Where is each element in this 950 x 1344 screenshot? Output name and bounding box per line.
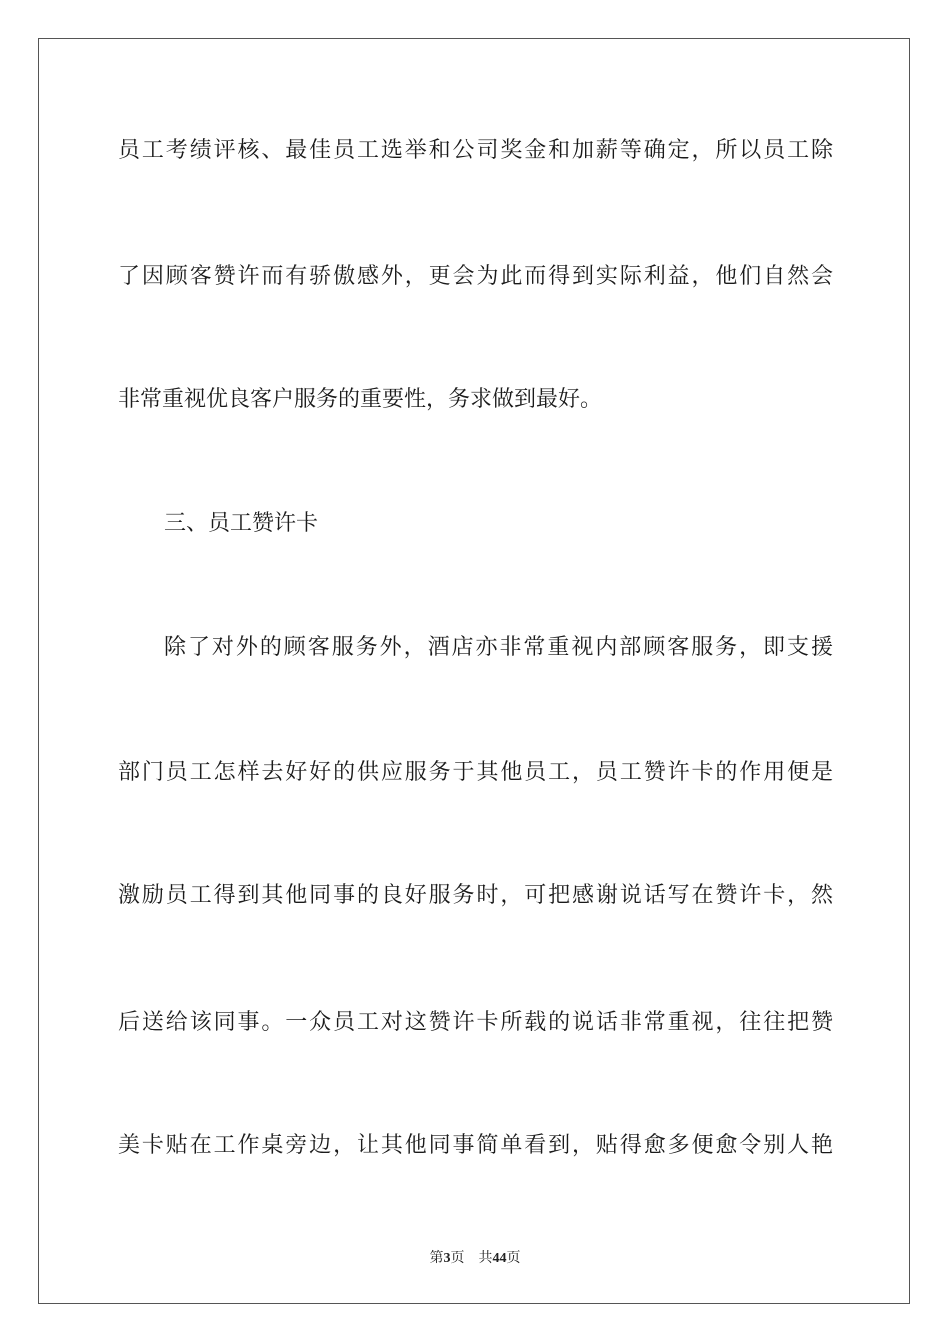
section-heading: 三、员工赞许卡 <box>164 511 319 536</box>
page-border <box>38 38 910 1304</box>
page-suffix: 页 <box>450 1251 465 1266</box>
page-footer <box>0 1247 950 1267</box>
paragraph-1-line-3: 非常重视优良客户服务的重要性，务求做到最好。 <box>118 387 603 412</box>
paragraph-1-line-1: 员工考绩评核、最佳员工选举和公司奖金和加薪等确定，所以员工除 <box>118 138 833 163</box>
paragraph-2-line-1: 除了对外的顾客服务外，酒店亦非常重视内部顾客服务，即支援 <box>164 635 833 660</box>
paragraph-2-line-4: 后送给该同事。一众员工对这赞许卡所载的说话非常重视，往往把赞 <box>118 1010 833 1035</box>
total-pages: 44 <box>492 1251 507 1266</box>
paragraph-2-line-2: 部门员工怎样去好好的供应服务于其他员工，员工赞许卡的作用便是 <box>118 760 833 785</box>
total-prefix: 共 <box>478 1251 493 1266</box>
paragraph-2-line-5: 美卡贴在工作桌旁边，让其他同事简单看到，贴得愈多便愈令别人艳 <box>118 1133 833 1158</box>
paragraph-2-line-3: 激励员工得到其他同事的良好服务时，可把感谢说话写在赞许卡，然 <box>118 883 833 908</box>
paragraph-1-line-2: 了因顾客赞许而有骄傲感外，更会为此而得到实际利益，他们自然会 <box>118 264 833 289</box>
page-prefix: 第 <box>429 1251 444 1266</box>
page-number: 3 <box>443 1251 451 1266</box>
total-suffix: 页 <box>506 1251 521 1266</box>
